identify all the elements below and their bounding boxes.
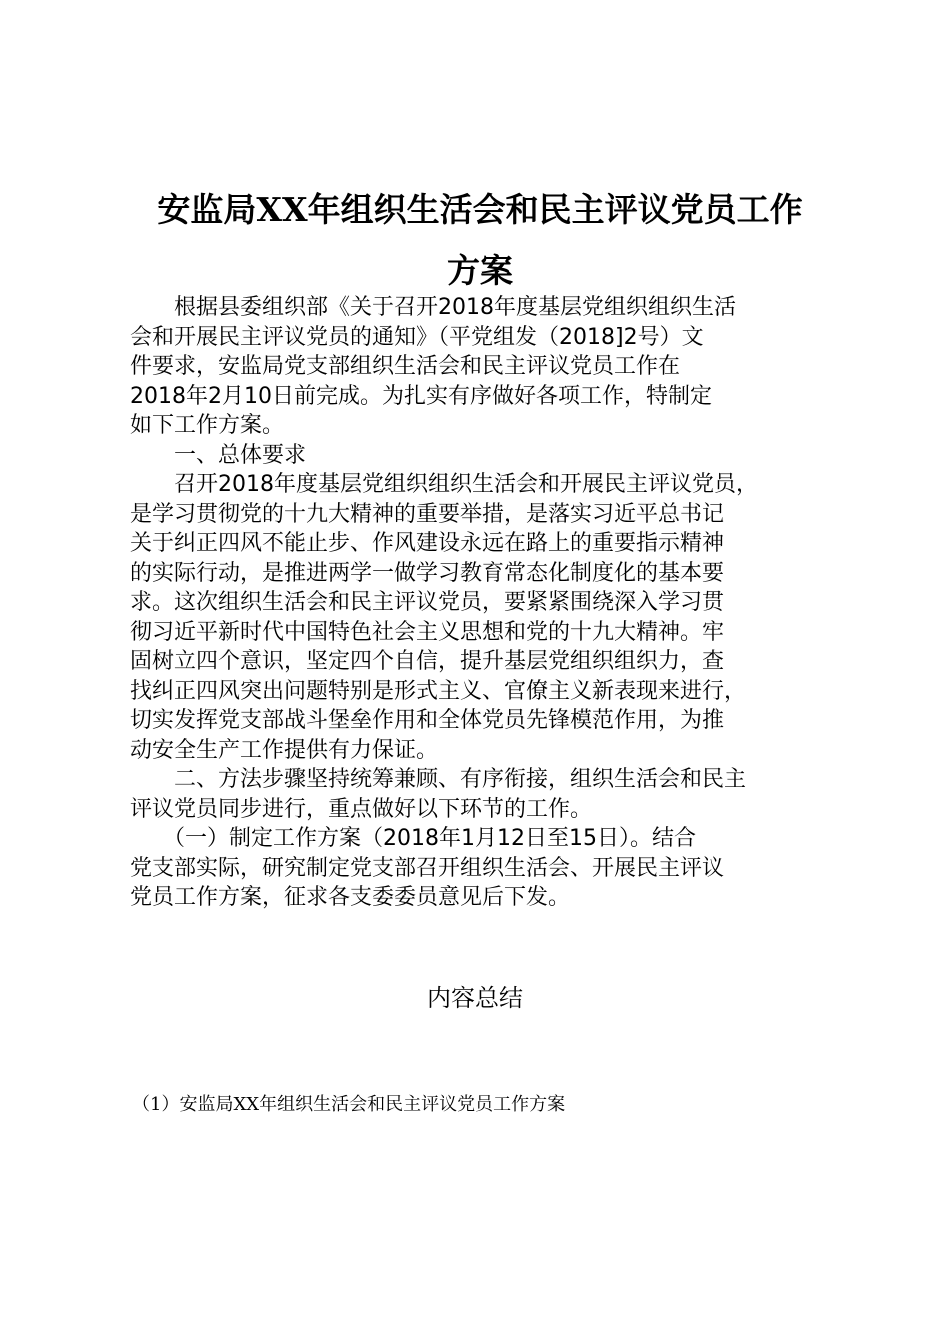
body-line: 切实发挥党支部战斗堡垒作用和全体党员先锋模范作用，为推 (130, 708, 725, 733)
body-line: 党员工作方案，征求各支委委员意见后下发。 (130, 885, 571, 910)
body-line: 找纠正四风突出问题特别是形式主义、官僚主义新表现来进行， (130, 678, 747, 704)
body-line: 党支部实际，研究制定党支部召开组织生活会、开展民主评议 (130, 855, 725, 881)
body-line: 关于纠正四风不能止步、作风建设永远在路上的重要指示精神 (130, 531, 725, 556)
body-line: 是学习贯彻党的十九大精神的重要举措，是落实习近平总书记 (130, 501, 725, 527)
document-body (130, 293, 835, 913)
body-line: 动安全生产工作提供有力保证。 (130, 737, 439, 763)
body-line: 2018年2月10日前完成。为扎实有序做好各项工作，特制定 (130, 383, 712, 409)
body-line: 求。这次组织生活会和民主评议党员，要紧紧围绕深入学习贯 (130, 590, 725, 615)
document-title-line-2: 方案 (447, 251, 513, 290)
subsection-heading-work-plan: （一）制定工作方案（2018年1月12日至15日）。结合 (130, 826, 696, 851)
body-line: 如下工作方案。 (130, 413, 285, 438)
body-line: 召开2018年度基层党组织组织生活会和开展民主评议党员， (130, 472, 758, 497)
section-heading-general-requirements: 一、总体要求 (130, 442, 307, 468)
section-heading-method-steps: 二、方法步骤坚持统筹兼顾、有序衔接，组织生活会和民主 (130, 767, 747, 792)
body-line: 会和开展民主评议党员的通知》（平党组发（2018]2号）文 (130, 324, 704, 350)
body-line: 的实际行动，是推进两学一做学习教育常态化制度化的基本要 (130, 560, 725, 586)
body-line: 彻习近平新时代中国特色社会主义思想和党的十九大精神。牢 (130, 619, 725, 645)
body-line: 固树立四个意识，坚定四个自信，提升基层党组织组织力，查 (130, 649, 725, 674)
body-line: 根据县委组织部《关于召开2018年度基层党组织组织生活 (130, 295, 736, 320)
body-line: 件要求，安监局党支部组织生活会和民主评议党员工作在 (130, 354, 681, 379)
summary-item: （1）安监局XX年组织生活会和民主评议党员工作方案 (132, 1094, 566, 1115)
summary-heading: 内容总结 (427, 984, 523, 1012)
body-line: 评议党员同步进行，重点做好以下环节的工作。 (130, 796, 593, 822)
document-title-line-1: 安监局XX年组织生活会和民主评议党员工作 (157, 190, 803, 229)
